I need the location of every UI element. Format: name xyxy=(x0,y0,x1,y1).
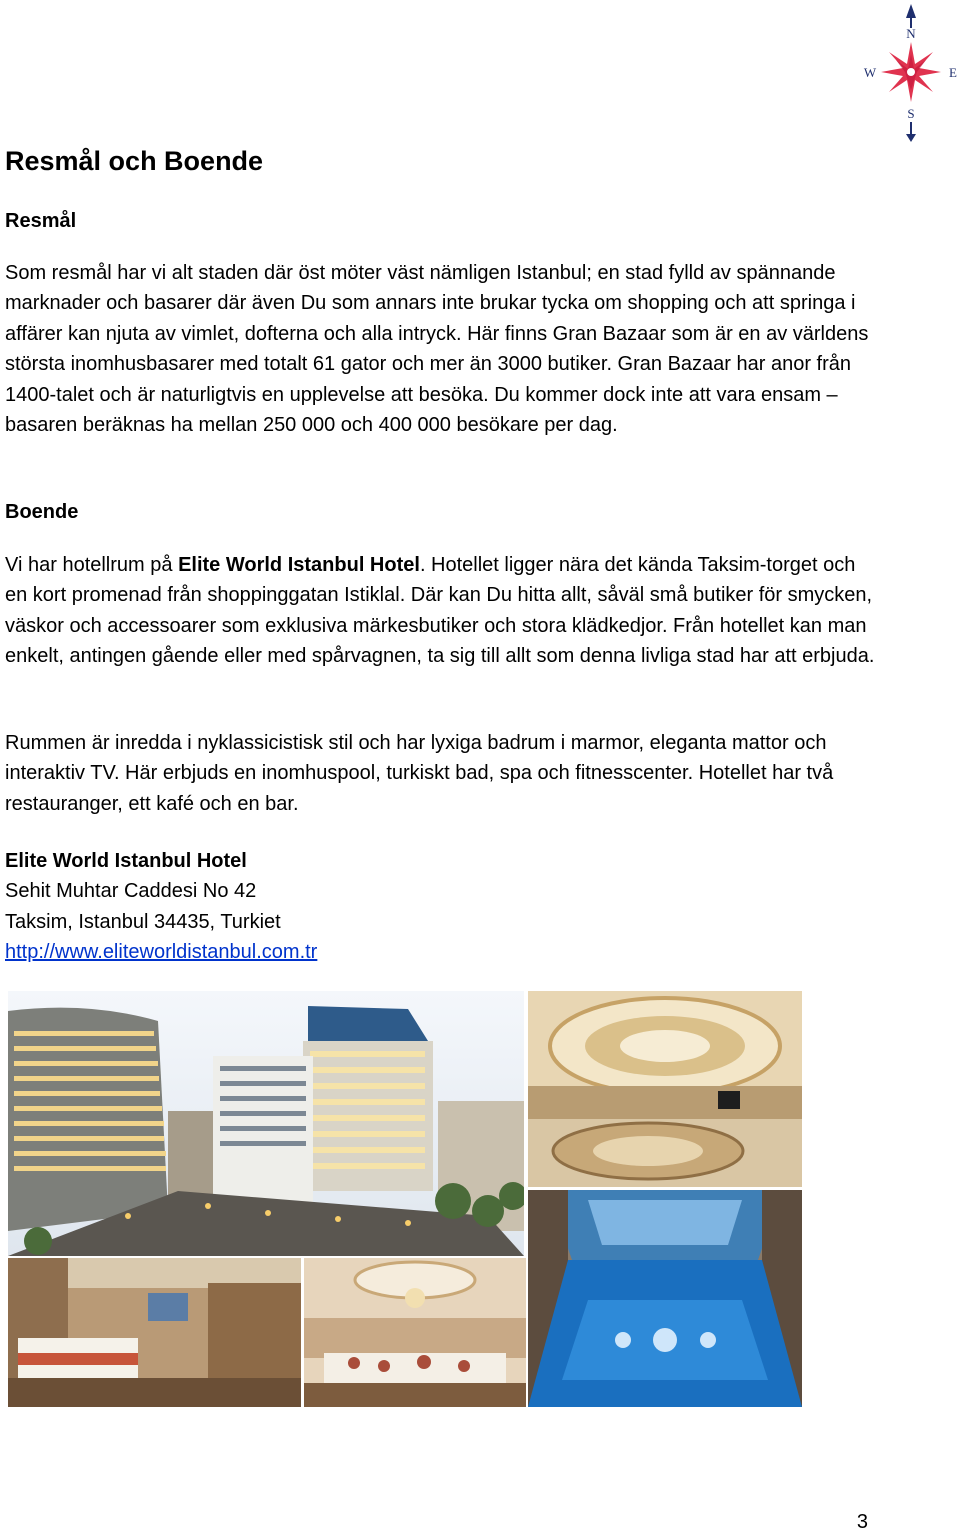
boende-p1-body: . Hotellet ligger nära det kända Taksim-torget och en kort promenad från shoppinggatan Istiklal. Där kan Du hitta allt, såväl små butiker för smycken, väskor och accessoarer som exklusiva märkesbutiker och stora klädkedjor. Från hotellet kan man enkelt, antingen gående eller med spårvagnen, ta sig till allt som denna livliga stad har att erbjuda. xyxy=(5,554,875,668)
address-hotel-name: Elite World Istanbul Hotel xyxy=(5,850,247,872)
address-city: Taksim, Istanbul 34435, Turkiet xyxy=(5,910,281,933)
boende-paragraph-2: Rummen är inredda i nyklassicistisk stil och har lyxiga badrum i marmor, eleganta mattor och interaktiv TV. Här erbjuds en inomhuspool, turkiskt bad, spa och fitnesscenter. Hotellet har två restauranger, ett kafé och en bar. xyxy=(5,732,834,815)
boende-paragraph-1 xyxy=(5,550,875,672)
boende-p1-intro: Vi har hotellrum på xyxy=(5,554,179,576)
compass-south-label: S xyxy=(907,106,915,121)
hotel-restaurant-photo xyxy=(304,1258,526,1407)
indoor-pool-photo xyxy=(528,1190,802,1407)
hotel-lobby-image xyxy=(528,991,802,1187)
page-title: Resmål och Boende xyxy=(5,146,264,176)
page-number: 3 xyxy=(856,1511,868,1533)
compass-east-label: E xyxy=(949,65,957,80)
hotel-name-inline: Elite World Istanbul Hotel xyxy=(178,554,420,576)
hotel-exterior-photo xyxy=(8,991,524,1256)
hotel-website-link[interactable]: http://www.eliteworldistanbul.com.tr xyxy=(5,941,318,964)
hotel-exterior-image xyxy=(8,991,524,1256)
hotel-address-block xyxy=(5,846,317,968)
compass-north-label: N xyxy=(906,26,916,41)
compass-logo xyxy=(862,2,960,144)
indoor-pool-image xyxy=(528,1190,802,1407)
resmal-paragraph: Som resmål har vi alt staden där öst möter väst nämligen Istanbul; en stad fylld av spännande marknader och basarer där även Du som annars inte brukar tycka om shopping och att springa i affärer kan njuta av vimlet, dofterna och alla intryck. Här finns Gran Bazaar som är en av världens största inomhusbasarer med totalt 61 gator och mer än 3000 butiker. Gran Bazaar har anor från 1400-talet och är naturligtvis en upplevelse att besöka. Du kommer dock inte att vara ensam – basaren beräknas ha mellan 250 000 och 400 000 besökare per dag. xyxy=(5,262,869,437)
hotel-lobby-photo xyxy=(528,991,802,1187)
compass-west-label: W xyxy=(863,65,877,80)
hotel-restaurant-image xyxy=(304,1258,526,1407)
section-heading-boende: Boende xyxy=(5,501,79,523)
hotel-bedroom-photo xyxy=(8,1258,301,1407)
section-heading-resmal: Resmål xyxy=(5,210,77,232)
address-street: Sehit Muhtar Caddesi No 42 xyxy=(5,880,257,903)
hotel-bedroom-image xyxy=(8,1258,301,1407)
compass-rose-icon xyxy=(862,2,960,144)
